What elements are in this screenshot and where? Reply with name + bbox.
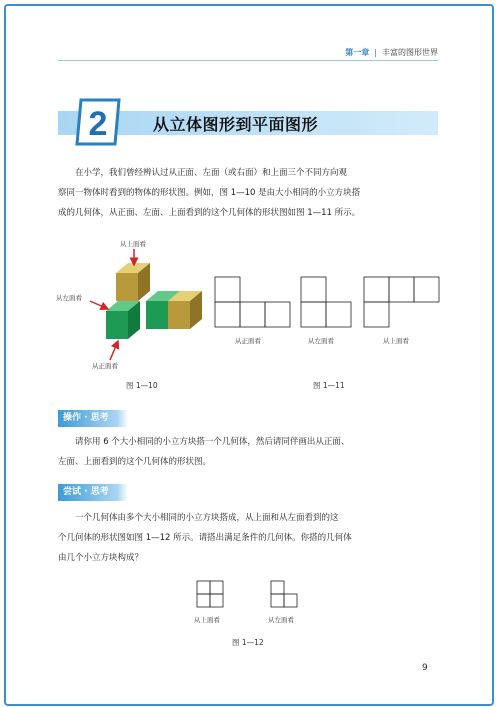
- fig11-front-view-label: 从正面看: [235, 337, 261, 345]
- label-from-top: 从上面看: [120, 240, 146, 248]
- intro-paragraph: [58, 163, 442, 223]
- header-title: 丰富的图形世界: [382, 48, 438, 57]
- cube-top-yellow: [116, 263, 150, 301]
- arrow-left: [90, 301, 108, 309]
- try-think-paragraph: [58, 508, 442, 568]
- label-from-front: 从正面看: [92, 362, 118, 370]
- page-number: 9: [422, 663, 428, 673]
- fig11-top-view-label: 从上面看: [383, 337, 409, 345]
- op-think-tag: 操作 · 思考: [58, 410, 128, 427]
- fig12-top-view-grid: [197, 581, 223, 607]
- figure-1-10-cubes: [50, 235, 220, 370]
- fig11-left-view-label: 从左面看: [308, 337, 334, 345]
- op-think-line-2: 左面、上面看到的这个几何体的形状图。: [58, 457, 212, 467]
- header-separator: |: [374, 48, 377, 57]
- front-view-grid: [215, 277, 290, 327]
- fig12-top-view-label: 从上面看: [194, 616, 220, 624]
- try-think-line-2: 个几何体的形状图如图 1—12 所示。请搭出满足条件的几何体。你搭的几何体: [58, 533, 352, 543]
- figure-1-11-views: [214, 276, 440, 328]
- arrow-front: [110, 341, 118, 360]
- cube-front-green: [106, 301, 140, 339]
- intro-line-2: 察同一物体时看到的物体的形状图。例如，图 1—10 是由大小相同的小立方块搭: [58, 188, 361, 198]
- section-number-badge: [75, 96, 121, 146]
- header-rule: [58, 60, 438, 61]
- fig12-left-view-grid: [271, 581, 297, 607]
- op-think-line-1: 请你用 6 个大小相同的小立方块搭一个几何体，然后请同伴画出从正面、: [75, 437, 350, 447]
- op-think-paragraph: [58, 432, 442, 472]
- try-think-line-3: 由几个小立方块构成？: [58, 553, 144, 563]
- left-view-grid: [301, 277, 351, 327]
- intro-line-3: 成的几何体，从正面、左面、上面看到的这个几何体的形状图如图 1—11 所示。: [58, 208, 361, 218]
- figure-1-12-caption: 图 1—12: [232, 638, 264, 647]
- try-think-tag: 尝试 · 思考: [58, 484, 128, 501]
- running-header: [345, 47, 438, 58]
- intro-line-1: 在小学，我们曾经辨认过从正面、左面（或右面）和上面三个不同方向观: [75, 168, 348, 178]
- header-chapter: 第一章: [345, 48, 370, 57]
- try-think-line-1: 一个几何体由多个大小相同的小立方块搭成，从上面和从左面看到的这: [75, 513, 339, 523]
- figure-1-10-caption: 图 1—10: [126, 381, 158, 390]
- fig12-left-view-label: 从左面看: [268, 616, 294, 624]
- top-view-grid: [364, 277, 439, 327]
- figure-1-12-views: [196, 580, 306, 610]
- section-title: 从立体图形到平面图形: [153, 115, 319, 134]
- section-number: 2: [88, 105, 108, 143]
- label-from-left: 从左面看: [56, 294, 82, 302]
- figure-1-11-caption: 图 1—11: [313, 381, 345, 390]
